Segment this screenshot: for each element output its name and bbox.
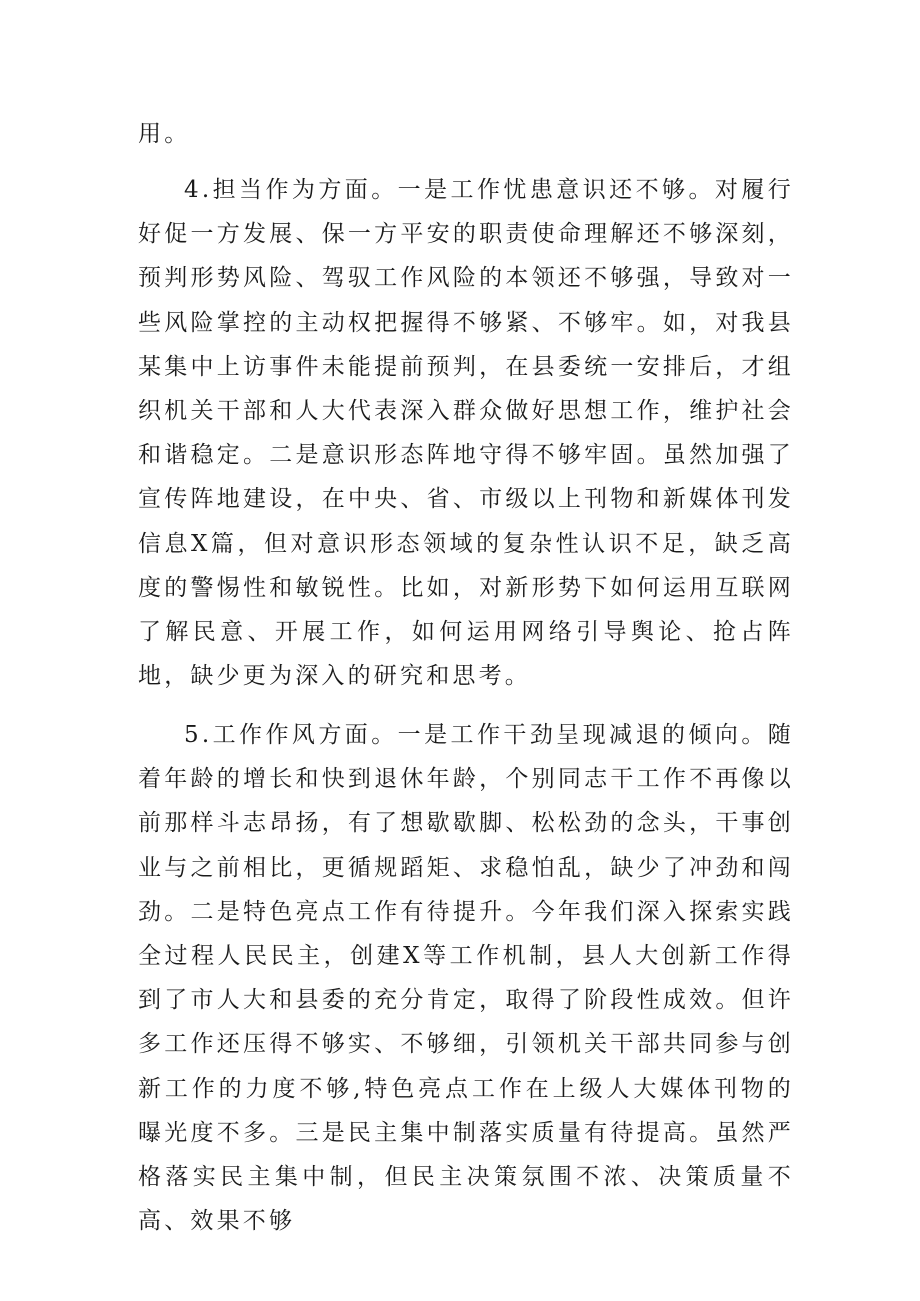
paragraph-continuation	[138, 112, 794, 156]
paragraph-text: 用。	[138, 121, 191, 147]
section-number: 4	[184, 177, 202, 203]
paragraph-section-4	[138, 168, 794, 698]
paragraph-section-5	[138, 713, 794, 1243]
paragraph-text: .工作作风方面。一是工作干劲呈现减退的倾向。随着年龄的增长和快到退休年龄，个别同志干工作不再像以前那样斗志昂扬，有了想歇歇脚、松松劲的念头，干事创业与之前相比，更循规蹈矩、求稳怕乱，缺少了冲劲和闯劲。二是特色亮点工作有待提升。今年我们深入探索实践全过程人民民主，创建X等工作机制，县人大创新工作得到了市人大和县委的充分肯定，取得了阶段性成效。但许多工作还压得不够实、不够细，引领机关干部共同参与创新工作的力度不够,特色亮点工作在上级人大媒体刊物的曝光度不多。三是民主集中制落实质量有待提高。虽然严格落实民主集中制，但民主决策氛围不浓、决策质量不高、效果不够	[138, 722, 794, 1235]
paragraph-text: .担当作为方面。一是工作忧患意识还不够。对履行好促一方发展、保一方平安的职责使命理解还不够深刻，预判形势风险、驾驭工作风险的本领还不够强，导致对一些风险掌控的主动权把握得不够紧、不够牢。如，对我县某集中上访事件未能提前预判，在县委统一安排后，才组织机关干部和人大代表深入群众做好思想工作，维护社会和谐稳定。二是意识形态阵地守得不够牢固。虽然加强了宣传阵地建设，在中央、省、市级以上刊物和新媒体刊发信息X篇，但对意识形态领域的复杂性认识不足，缺乏高度的警惕性和敏锐性。比如，对新形势下如何运用互联网了解民意、开展工作，如何运用网络引导舆论、抢占阵地，缺少更为深入的研究和思考。	[138, 177, 794, 690]
section-number: 5	[184, 722, 202, 748]
